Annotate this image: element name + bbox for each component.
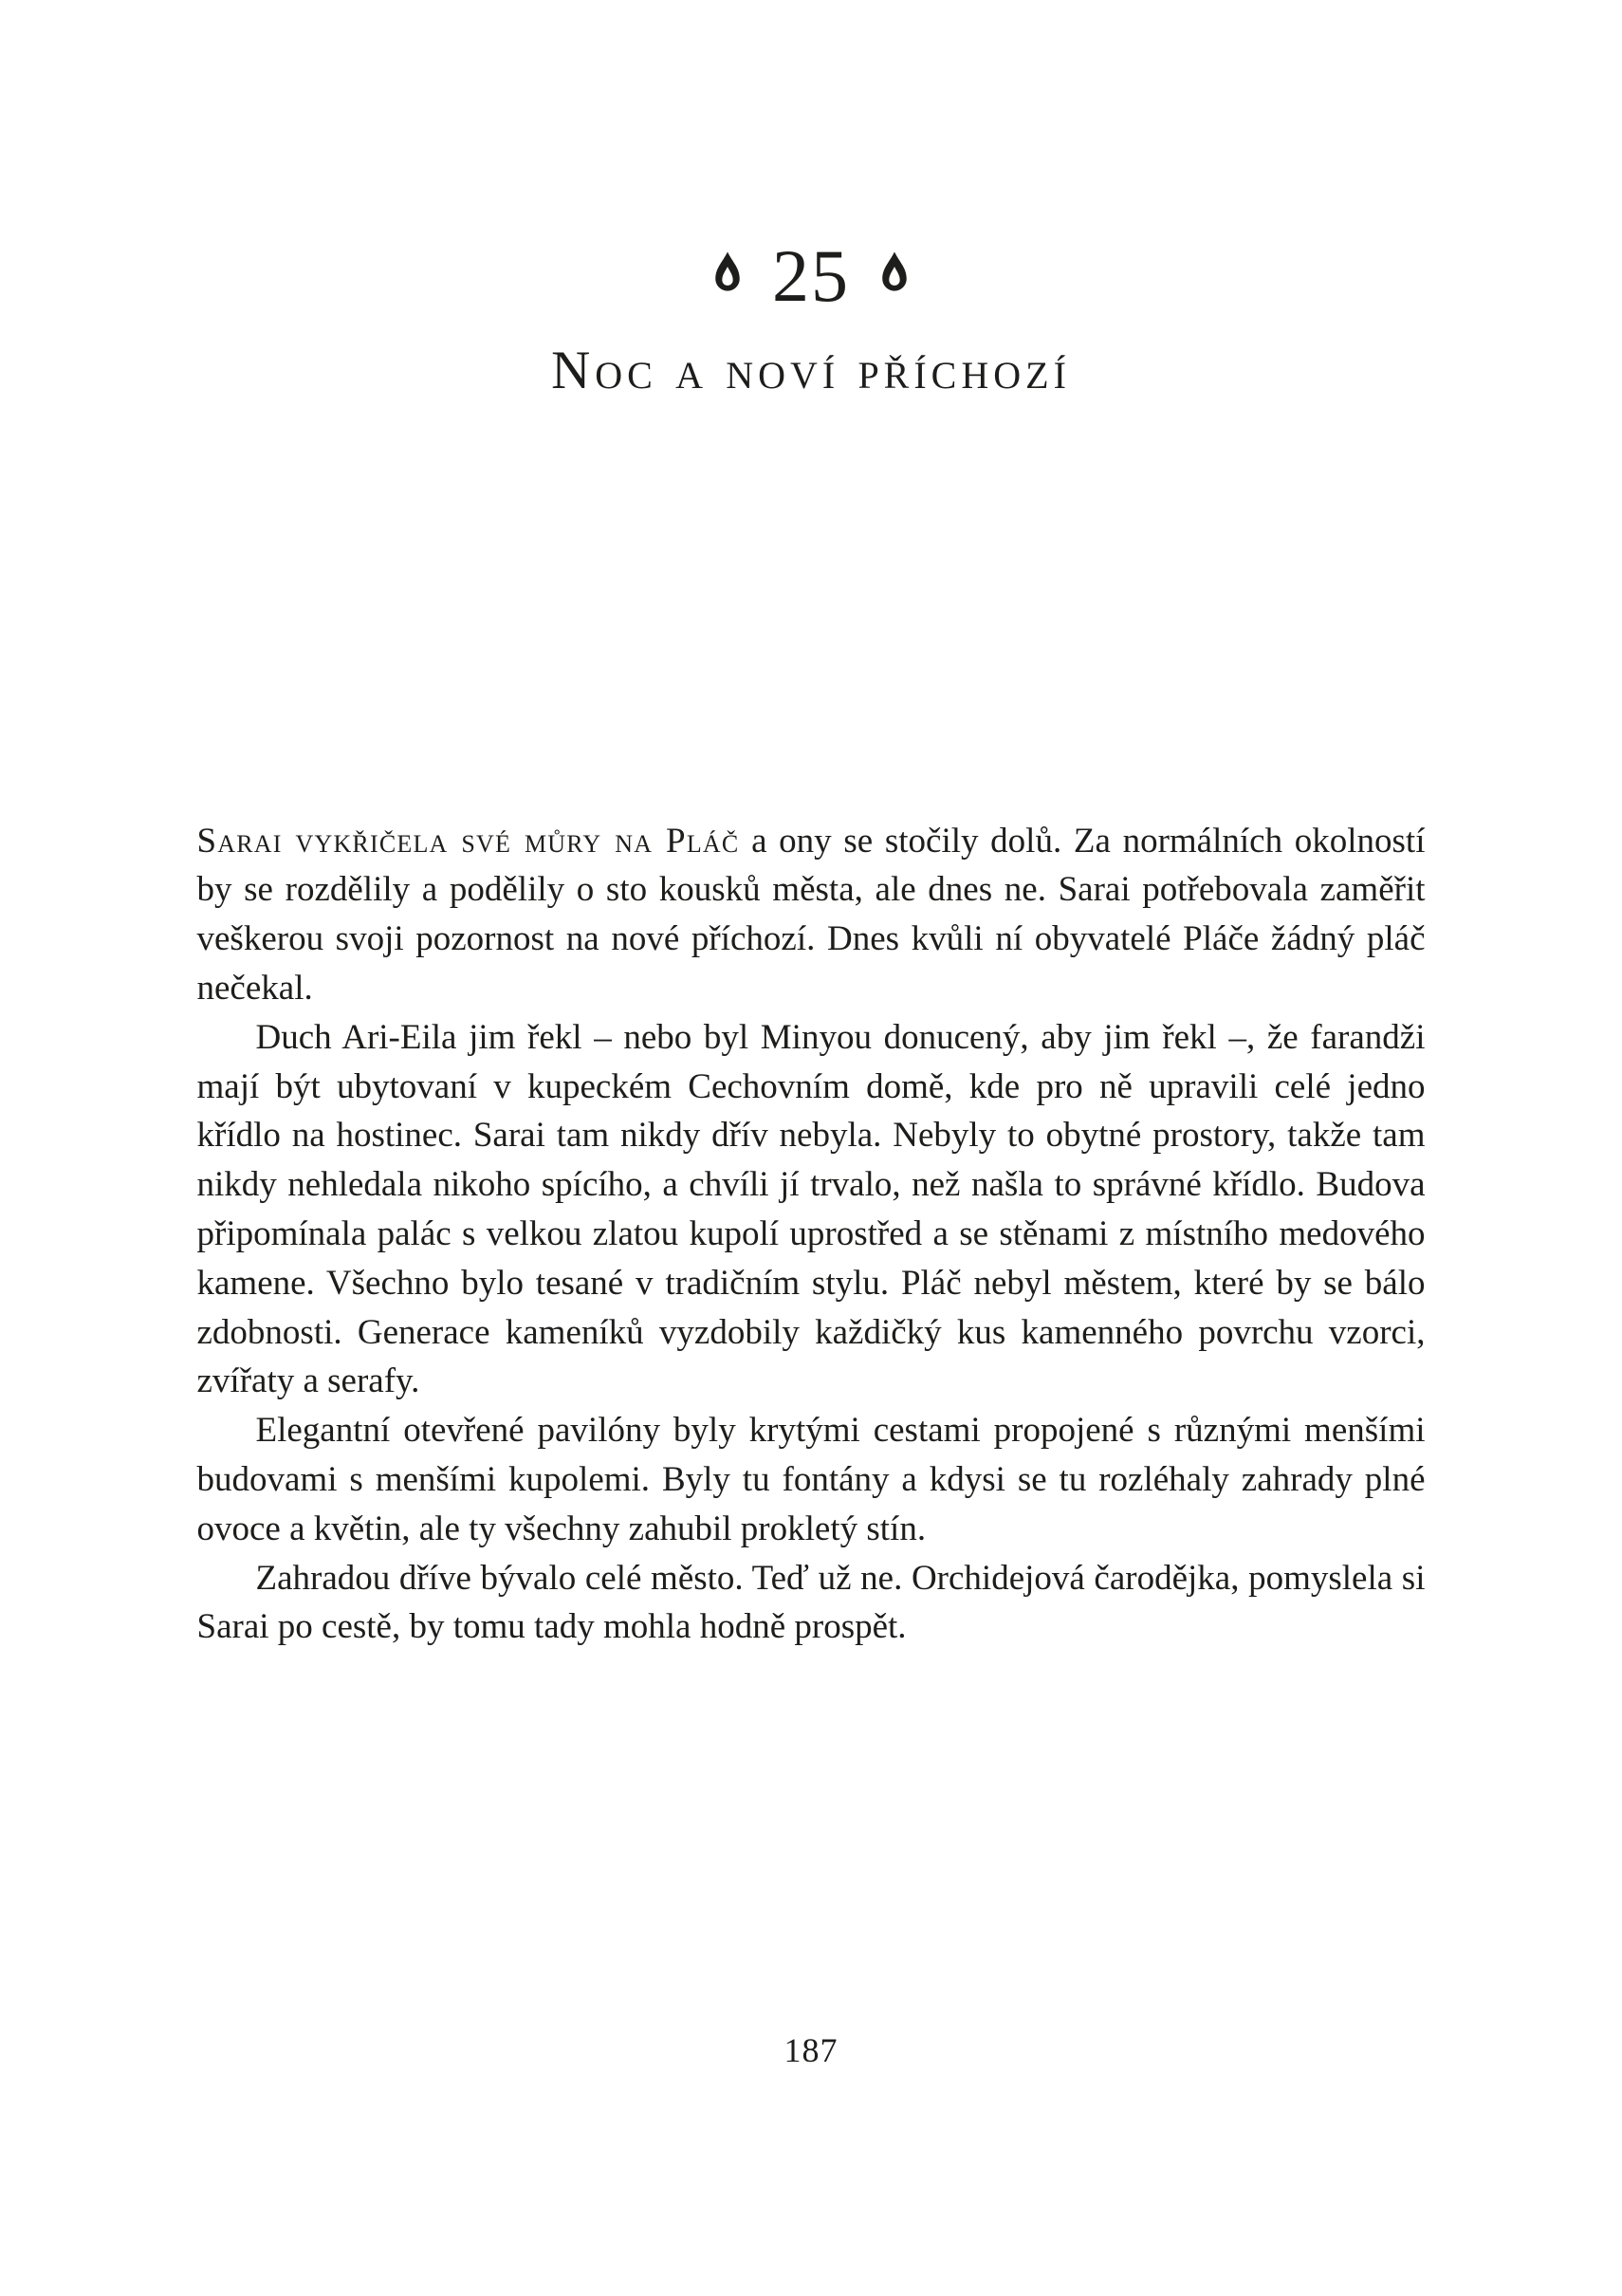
- paragraph: [197, 817, 1426, 1013]
- page-number: 187: [783, 2031, 839, 2069]
- chapter-number: 25: [772, 234, 850, 317]
- chapter-title: Noc a noví příchozí: [551, 341, 1071, 400]
- chapter-number-row: [0, 234, 1622, 317]
- paragraph-text: a ony se stočily dolů. Za normálních okolností by se rozdělily a podělily o sto kousků města, ale dnes ne. Sarai potřebovala zaměřit veškerou svoji pozornost na nové příchozí. Dnes kvůli ní obyvatelé Pláče žádný pláč nečekal.: [196, 821, 1426, 1009]
- paragraph-lead-small-caps: Sarai vykřičela své můry na Pláč: [196, 821, 740, 861]
- body-text: [197, 817, 1426, 1653]
- paragraph: Zahradou dříve bývalo celé město. Teď už ne. Orchidejová čarodějka, pomyslela si Sarai po cestě, by tomu tady mohla hodně prospět.: [196, 1558, 1426, 1647]
- paragraph: Elegantní otevřené pavilóny byly krytými cestami propojené s různými menšími budovami s menšími kupolemi. Byly tu fontány a kdysi se tu rozléhaly zahrady plné ovoce a květin, ale ty všechny zahubil prokletý stín.: [196, 1411, 1426, 1548]
- flame-ornament-left-icon: [711, 250, 744, 302]
- flame-ornament-right-icon: [878, 250, 911, 302]
- chapter-heading: [0, 0, 1622, 401]
- paragraph: Duch Ari-Eila jim řekl – nebo byl Minyou donucený, aby jim řekl –, že farandži mají být ubytovaní v kupeckém Cechovním domě, kde pro ně upravili celé jedno křídlo na hostinec. Sarai tam nikdy dřív nebyla. Nebyly to obytné prostory, takže tam nikdy nehledala nikoho spícího, a chvíli jí trvalo, než našla to správné křídlo. Budova připomínala palác s velkou zlatou kupolí uprostřed a se stěnami z místního medového kamene. Všechno bylo tesané v tradičním stylu. Pláč nebyl městem, které by se bálo zdobnosti. Generace kameníků vyzdobily každičký kus kamenného povrchu vzorci, zvířaty a serafy.: [196, 1017, 1426, 1401]
